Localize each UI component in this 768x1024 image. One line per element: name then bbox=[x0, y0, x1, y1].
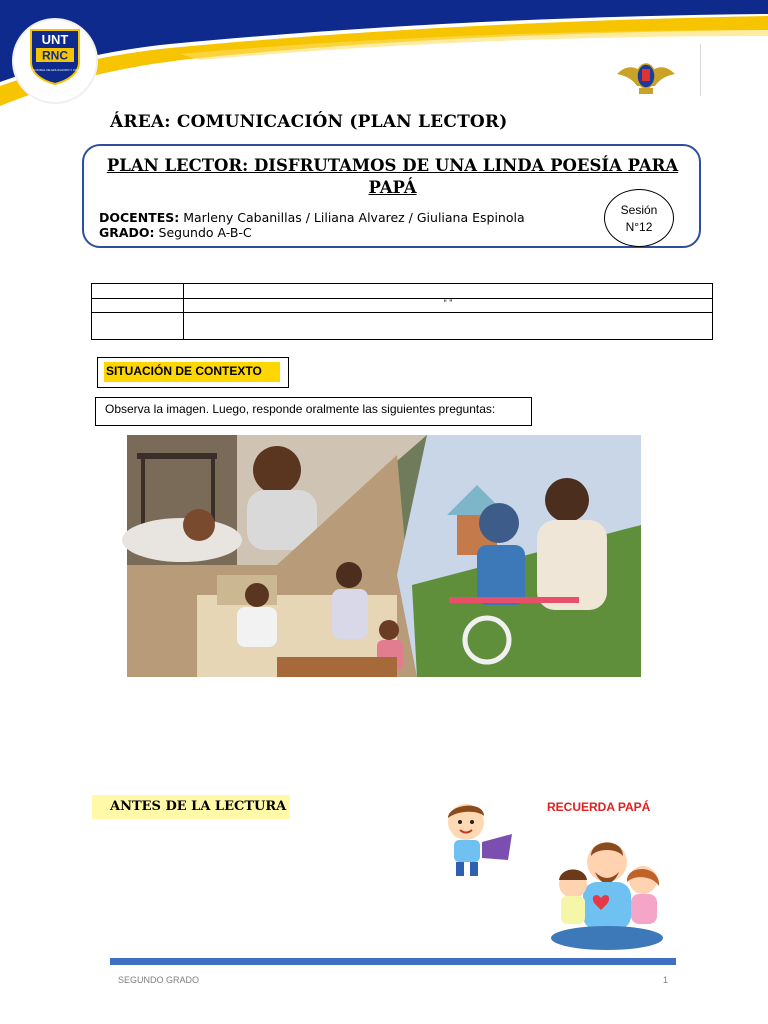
teachers-label: DOCENTES: bbox=[99, 210, 180, 225]
teachers-line bbox=[99, 210, 525, 225]
instruction-box: Observa la imagen. Luego, responde oralmente las siguientes preguntas: bbox=[95, 397, 532, 426]
footer-bar bbox=[110, 958, 676, 965]
school-logo bbox=[23, 26, 87, 86]
boy-reading-illustration bbox=[432, 800, 524, 880]
session-number: N°12 bbox=[625, 220, 653, 234]
info-table bbox=[91, 283, 713, 340]
footer-grade: SEGUNDO GRADO bbox=[118, 975, 200, 985]
table-cell bbox=[184, 284, 713, 299]
logo-text-unt: UNT bbox=[41, 32, 69, 47]
family-photo-collage bbox=[127, 435, 641, 677]
table-row bbox=[92, 313, 713, 340]
table-cell bbox=[92, 299, 184, 313]
session-badge bbox=[604, 189, 674, 247]
header-divider bbox=[700, 44, 701, 96]
grade-label: GRADO: bbox=[99, 225, 155, 240]
grade-value: Segundo A-B-C bbox=[154, 225, 252, 240]
grade-line bbox=[99, 225, 252, 240]
logo-text-subtitle: RED NACIONAL DE EDUCACION Y CULTURA bbox=[23, 68, 87, 72]
context-heading: SITUACIÓN DE CONTEXTO bbox=[106, 364, 262, 378]
table-cell-quotes: “ ” bbox=[184, 299, 713, 313]
table-row bbox=[92, 299, 713, 313]
before-reading-heading: ANTES DE LA LECTURA bbox=[92, 795, 290, 819]
table-row bbox=[92, 284, 713, 299]
page-number: 1 bbox=[663, 975, 669, 985]
session-label: Sesión bbox=[620, 203, 658, 217]
logo-text-rnc: RNC bbox=[42, 48, 68, 63]
institution-crest bbox=[615, 56, 677, 98]
teachers-value: Marleny Cabanillas / Liliana Alvarez / Giuliana Espinola bbox=[179, 210, 525, 225]
lesson-title: PLAN LECTOR: DISFRUTAMOS DE UNA LINDA POESÍA PARA PAPÁ bbox=[106, 156, 679, 197]
table-cell bbox=[92, 313, 184, 340]
area-title: ÁREA: COMUNICACIÓN (PLAN LECTOR) bbox=[110, 112, 508, 132]
remember-dad-heading: RECUERDA PAPÁ bbox=[547, 800, 651, 814]
dad-and-kids-illustration bbox=[539, 826, 676, 956]
table-cell bbox=[92, 284, 184, 299]
table-cell bbox=[184, 313, 713, 340]
